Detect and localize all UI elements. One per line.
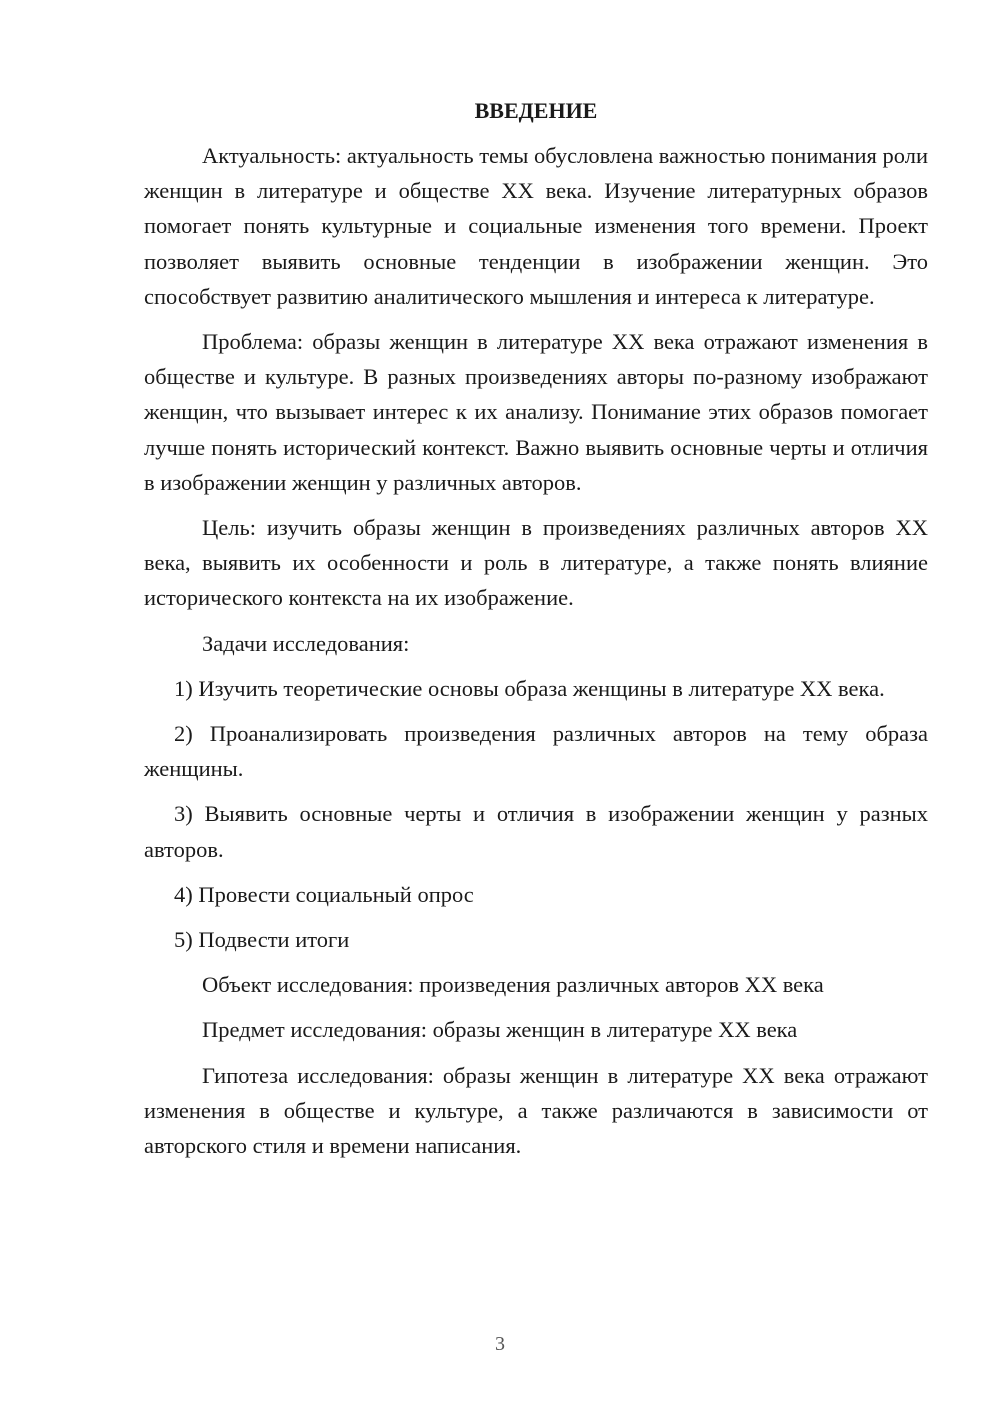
object-paragraph: Объект исследования: произведения различных авторов XX века (202, 972, 824, 998)
page-title: ВВЕДЕНИЕ (474, 98, 598, 123)
page-number: 3 (495, 1333, 505, 1355)
hypothesis-paragraph: Гипотеза исследования: образы женщин в литературе XX века отражают изменения в обществе и культуре, а также различаются в зависимости от авторского стиля и времени написания. (144, 1062, 928, 1159)
task-item-5: 5) Подвести итоги (174, 927, 350, 953)
task-item-4: 4) Провести социальный опрос (174, 881, 474, 907)
subject-paragraph: Предмет исследования: образы женщин в литературе XX века (202, 1017, 798, 1043)
relevance-paragraph: Актуальность: актуальность темы обусловлена важностью понимания роли женщин в литературе и обществе XX века. Изучение литературных образов помогает понять культурные и социальные изменения того времени. Проект позволяет выявить основные тенденции в изображении женщин. Это способствует развитию аналитического мышления и интереса к литературе. (144, 143, 928, 309)
document-page (144, 96, 928, 1173)
task-item-2: 2) Проанализировать произведения различных авторов на тему образа женщины. (144, 721, 928, 782)
tasks-heading: Задачи исследования: (202, 630, 410, 656)
task-item-1: 1) Изучить теоретические основы образа женщины в литературе XX века. (174, 675, 885, 701)
problem-paragraph: Проблема: образы женщин в литературе XX века отражают изменения в обществе и культуре. В разных произведениях авторы по-разному изображают женщин, что вызывает интерес к их анализу. Понимание этих образов помогает лучше понять исторический контекст. Важно выявить основные черты и отличия в изображении женщин у различных авторов. (144, 329, 928, 495)
goal-paragraph: Цель: изучить образы женщин в произведениях различных авторов XX века, выявить их особенности и роль в литературе, а также понять влияние исторического контекста на их изображение. (144, 515, 928, 611)
task-item-3: 3) Выявить основные черты и отличия в изображении женщин у разных авторов. (144, 801, 928, 862)
